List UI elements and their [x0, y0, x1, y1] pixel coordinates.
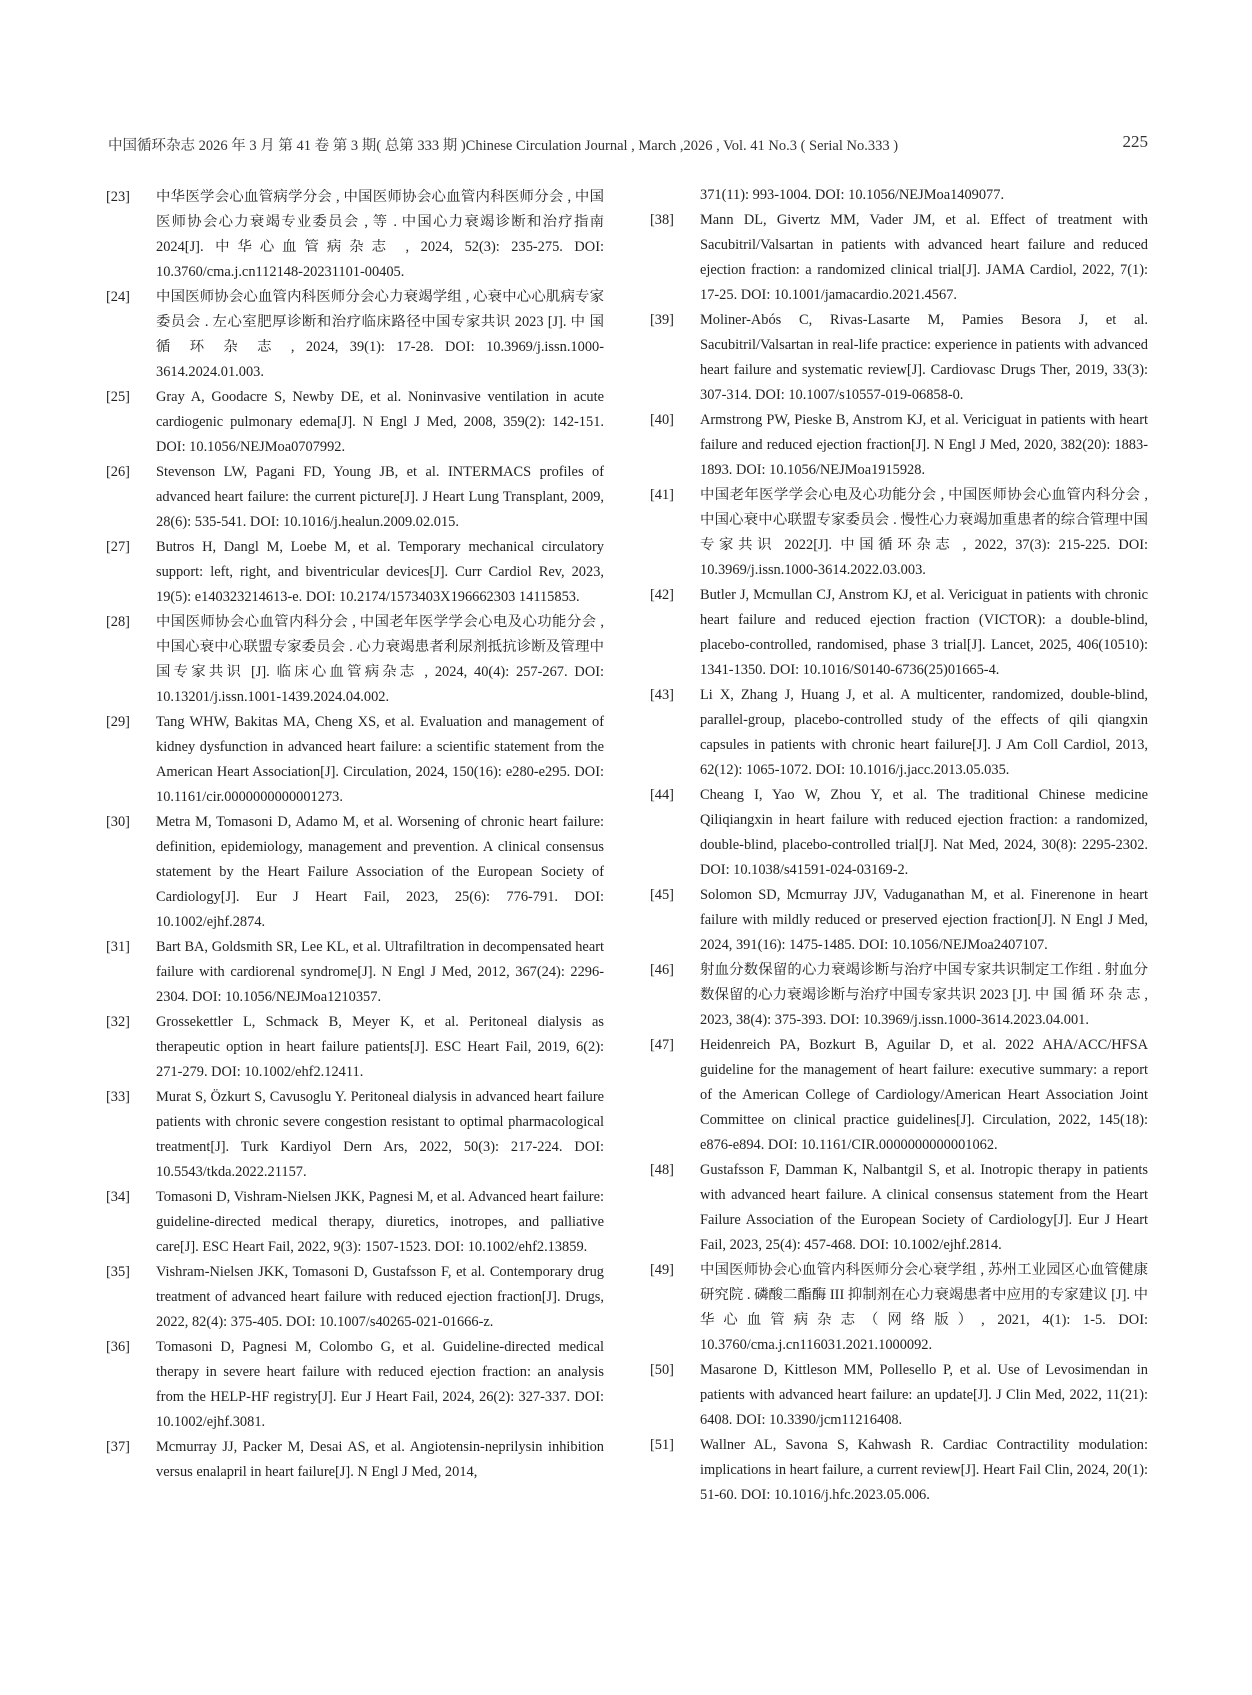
reference-number: [50] — [650, 1362, 674, 1378]
reference-item — [650, 1258, 1148, 1358]
reference-item — [650, 783, 1148, 883]
reference-item — [650, 958, 1148, 1033]
reference-text: Metra M, Tomasoni D, Adamo M, et al. Worsening of chronic heart failure: definition, epidemiology, management and prevention. A clinical consensus statement by the Heart Failure Association of the European Society of Cardiology[J]. Eur J Heart Fail, 2023, 25(6): 776-791. DOI: 10.1002/ejhf.2874. — [156, 814, 604, 930]
reference-number: [51] — [650, 1437, 674, 1453]
reference-item — [106, 710, 604, 810]
reference-text: 中国医师协会心血管内科医师分会心力衰竭学组 , 心衰中心心肌病专家委员会 . 左心室肥厚诊断和治疗临床路径中国专家共识 2023 [J]. 中 国 循 环 杂 志 , 2024, 39(1): 17-28. DOI: 10.3969/j.issn.1000-3614.2024.01.003. — [156, 289, 604, 380]
reference-text: Mcmurray JJ, Packer M, Desai AS, et al. Angiotensin-neprilysin inhibition versus enalapril in heart failure[J]. N Engl J Med, 2014, — [156, 1439, 604, 1480]
page-number: 225 — [1122, 132, 1148, 151]
reference-item — [106, 185, 604, 285]
reference-number: [43] — [650, 687, 674, 703]
reference-number: [41] — [650, 487, 674, 503]
reference-text: Vishram-Nielsen JKK, Tomasoni D, Gustafsson F, et al. Contemporary drug treatment of advanced heart failure with reduced ejection fraction[J]. Drugs, 2022, 82(4): 375-405. DOI: 10.1007/s40265-021-01666-z. — [156, 1264, 604, 1330]
reference-text: 中国医师协会心血管内科分会 , 中国老年医学学会心电及心功能分会 , 中国心衰中心联盟专家委员会 . 心力衰竭患者利尿剂抵抗诊断及管理中国专家共识 [J]. 临床心血管病杂志 , 2024, 40(4): 257-267. DOI: 10.13201/j.issn.1001-1439.2024.04.002. — [156, 614, 604, 705]
reference-item — [650, 208, 1148, 308]
reference-item — [106, 535, 604, 610]
running-header — [108, 132, 1148, 156]
reference-number: [45] — [650, 887, 674, 903]
reference-text: 中国医师协会心血管内科医师分会心衰学组 , 苏州工业园区心血管健康研究院 . 磷酸二酯酶 III 抑制剂在心力衰竭患者中应用的专家建议 [J]. 中华心血管病杂志（网络版）, 2021, 4(1): 1-5. DOI: 10.3760/cma.j.cn116031.2021.1000092. — [700, 1262, 1148, 1353]
reference-number: [47] — [650, 1037, 674, 1053]
reference-item — [106, 460, 604, 535]
reference-text: Armstrong PW, Pieske B, Anstrom KJ, et al. Vericiguat in patients with heart failure and reduced ejection fraction[J]. N Engl J Med, 2020, 382(20): 1883-1893. DOI: 10.1056/NEJMoa1915928. — [700, 412, 1148, 478]
reference-number: [36] — [106, 1339, 130, 1355]
reference-number: [40] — [650, 412, 674, 428]
reference-number: [42] — [650, 587, 674, 603]
reference-text: 射血分数保留的心力衰竭诊断与治疗中国专家共识制定工作组 . 射血分数保留的心力衰竭诊断与治疗中国专家共识 2023 [J]. 中 国 循 环 杂 志 , 2023, 38(4): 375-393. DOI: 10.3969/j.issn.1000-3614.2023.04.001. — [700, 962, 1148, 1028]
reference-text: 中国老年医学学会心电及心功能分会 , 中国医师协会心血管内科分会 , 中国心衰中心联盟专家委员会 . 慢性心力衰竭加重患者的综合管理中国专家共识 2022[J]. 中国循环杂志 , 2022, 37(3): 215-225. DOI: 10.3969/j.issn.1000-3614.2022.03.003. — [700, 487, 1148, 578]
reference-item — [650, 1158, 1148, 1258]
reference-item — [650, 583, 1148, 683]
reference-text: Gray A, Goodacre S, Newby DE, et al. Noninvasive ventilation in acute cardiogenic pulmonary edema[J]. N Engl J Med, 2008, 359(2): 142-151. DOI: 10.1056/NEJMoa0707992. — [156, 389, 604, 455]
reference-text: Murat S, Özkurt S, Cavusoglu Y. Peritoneal dialysis in advanced heart failure patients with chronic severe congestion resistant to optimal pharmacological treatment[J]. Turk Kardiyol Dern Ars, 2022, 50(3): 217-224. DOI: 10.5543/tkda.2022.21157. — [156, 1089, 604, 1180]
reference-text: Wallner AL, Savona S, Kahwash R. Cardiac Contractility modulation: implications in heart failure, a current review[J]. Heart Fail Clin, 2024, 20(1): 51-60. DOI: 10.1016/j.hfc.2023.05.006. — [700, 1437, 1148, 1503]
reference-number: [44] — [650, 787, 674, 803]
reference-number: [48] — [650, 1162, 674, 1178]
reference-number: [27] — [106, 539, 130, 555]
reference-item — [106, 610, 604, 710]
reference-item — [650, 308, 1148, 408]
reference-item — [106, 1010, 604, 1085]
reference-item — [650, 1433, 1148, 1508]
reference-text: 中华医学会心血管病学分会 , 中国医师协会心血管内科医师分会 , 中国医师协会心力衰竭专业委员会 , 等 . 中国心力衰竭诊断和治疗指南 2024[J]. 中华心血管病杂志 , 2024, 52(3): 235-275. DOI: 10.3760/cma.j.cn112148-20231101-00405. — [156, 189, 604, 280]
reference-number: [34] — [106, 1189, 130, 1205]
reference-number: [31] — [106, 939, 130, 955]
reference-text: Grossekettler L, Schmack B, Meyer K, et al. Peritoneal dialysis as therapeutic option in heart failure patients[J]. ESC Heart Fail, 2019, 6(2): 271-279. DOI: 10.1002/ehf2.12411. — [156, 1014, 604, 1080]
reference-continuation: 371(11): 993-1004. DOI: 10.1056/NEJMoa1409077. — [700, 187, 1005, 203]
reference-item — [650, 408, 1148, 483]
reference-text: Gustafsson F, Damman K, Nalbantgil S, et al. Inotropic therapy in patients with advanced heart failure. A clinical consensus statement from the Heart Failure Association of the European Society of Cardiology[J]. Eur J Heart Fail, 2023, 25(4): 457-468. DOI: 10.1002/ejhf.2814. — [700, 1162, 1148, 1253]
reference-number: [49] — [650, 1262, 674, 1278]
reference-text: Heidenreich PA, Bozkurt B, Aguilar D, et al. 2022 AHA/ACC/HFSA guideline for the management of heart failure: executive summary: a report of the American College of Cardiology/American Heart Association Joint Committee on clinical practice guidelines[J]. Circulation, 2022, 145(18): e876-e894. DOI: 10.1161/CIR.0000000000001062. — [700, 1037, 1148, 1153]
reference-item — [650, 483, 1148, 583]
reference-text: Bart BA, Goldsmith SR, Lee KL, et al. Ultrafiltration in decompensated heart failure with cardiorenal syndrome[J]. N Engl J Med, 2012, 367(24): 2296-2304. DOI: 10.1056/NEJMoa1210357. — [156, 939, 604, 1005]
reference-text: Moliner-Abós C, Rivas-Lasarte M, Pamies Besora J, et al. Sacubitril/Valsartan in real-life practice: experience in patients with advanced heart failure and systematic review[J]. Cardiovasc Drugs Ther, 2019, 33(3): 307-314. DOI: 10.1007/s10557-019-06858-0. — [700, 312, 1148, 403]
reference-number: [30] — [106, 814, 130, 830]
reference-item — [650, 1358, 1148, 1433]
reference-text: Masarone D, Kittleson MM, Pollesello P, et al. Use of Levosimendan in patients with advanced heart failure: an update[J]. J Clin Med, 2022, 11(21): 6408. DOI: 10.3390/jcm11216408. — [700, 1362, 1148, 1428]
reference-item — [106, 1435, 604, 1485]
reference-text: Tomasoni D, Pagnesi M, Colombo G, et al. Guideline-directed medical therapy in severe heart failure with reduced ejection fraction: an analysis from the HELP-HF registry[J]. Eur J Heart Fail, 2024, 26(2): 327-337. DOI: 10.1002/ejhf.3081. — [156, 1339, 604, 1430]
reference-number: [32] — [106, 1014, 130, 1030]
reference-number: [24] — [106, 289, 130, 305]
reference-item — [106, 935, 604, 1010]
reference-number: [35] — [106, 1264, 130, 1280]
reference-number: [29] — [106, 714, 130, 730]
reference-text: Solomon SD, Mcmurray JJV, Vaduganathan M, et al. Finerenone in heart failure with mildly reduced or preserved ejection fraction[J]. N Engl J Med, 2024, 391(16): 1475-1485. DOI: 10.1056/NEJMoa2407107. — [700, 887, 1148, 953]
reference-number: [38] — [650, 212, 674, 228]
reference-number: [46] — [650, 962, 674, 978]
reference-number: [37] — [106, 1439, 130, 1455]
reference-number: [39] — [650, 312, 674, 328]
references-right-column — [650, 183, 1148, 1508]
reference-number: [33] — [106, 1089, 130, 1105]
reference-text: Butros H, Dangl M, Loebe M, et al. Temporary mechanical circulatory support: left, right, and biventricular devices[J]. Curr Cardiol Rev, 2023, 19(5): e140323214613-e. DOI: 10.2174/1573403X196662303 14115853. — [156, 539, 604, 605]
reference-item — [106, 810, 604, 935]
reference-item — [650, 883, 1148, 958]
reference-number: [28] — [106, 614, 130, 630]
reference-item — [650, 1033, 1148, 1158]
reference-item — [650, 683, 1148, 783]
reference-text: Li X, Zhang J, Huang J, et al. A multicenter, randomized, double-blind, parallel-group, placebo-controlled study of the effects of qili qiangxin capsules in patients with chronic heart failure[J]. J Am Coll Cardiol, 2013, 62(12): 1065-1072. DOI: 10.1016/j.jacc.2013.05.035. — [700, 687, 1148, 778]
reference-item — [106, 1335, 604, 1435]
reference-number: [23] — [106, 189, 130, 205]
reference-number: [26] — [106, 464, 130, 480]
reference-text: Tomasoni D, Vishram-Nielsen JKK, Pagnesi M, et al. Advanced heart failure: guideline-directed medical therapy, diuretics, inotropes, and palliative care[J]. ESC Heart Fail, 2022, 9(3): 1507-1523. DOI: 10.1002/ehf2.13859. — [156, 1189, 604, 1255]
reference-item — [106, 1085, 604, 1185]
reference-text: Tang WHW, Bakitas MA, Cheng XS, et al. Evaluation and management of kidney dysfunction in advanced heart failure: a scientific statement from the American Heart Association[J]. Circulation, 2024, 150(16): e280-e295. DOI: 10.1161/cir.0000000000001273. — [156, 714, 604, 805]
reference-item — [106, 1260, 604, 1335]
reference-text: Butler J, Mcmullan CJ, Anstrom KJ, et al. Vericiguat in patients with chronic heart failure and reduced ejection fraction (VICTOR): a double-blind, placebo-controlled, randomised, phase 3 trial[J]. Lancet, 2025, 406(10510): 1341-1350. DOI: 10.1016/S0140-6736(25)01665-4. — [700, 587, 1148, 678]
reference-item — [106, 285, 604, 385]
header-journal-info: 中国循环杂志 2026 年 3 月 第 41 卷 第 3 期( 总第 333 期 )Chinese Circulation Journal , March ,2026 , Vol. 41 No.3 ( Serial No.333 ) — [108, 138, 899, 154]
reference-text: Mann DL, Givertz MM, Vader JM, et al. Effect of treatment with Sacubitril/Valsartan in patients with advanced heart failure and reduced ejection fraction: a randomized clinical trial[J]. JAMA Cardiol, 2022, 7(1): 17-25. DOI: 10.1001/jamacardio.2021.4567. — [700, 212, 1148, 303]
reference-text: Cheang I, Yao W, Zhou Y, et al. The traditional Chinese medicine Qiliqiangxin in heart failure with reduced ejection fraction: a randomized, double-blind, placebo-controlled trial[J]. Nat Med, 2024, 30(8): 2295-2302. DOI: 10.1038/s41591-024-03169-2. — [700, 787, 1148, 878]
reference-number: [25] — [106, 389, 130, 405]
reference-item — [106, 385, 604, 460]
reference-item — [106, 1185, 604, 1260]
references-left-column — [106, 185, 604, 1485]
reference-text: Stevenson LW, Pagani FD, Young JB, et al. INTERMACS profiles of advanced heart failure: the current picture[J]. J Heart Lung Transplant, 2009, 28(6): 535-541. DOI: 10.1016/j.healun.2009.02.015. — [156, 464, 604, 530]
